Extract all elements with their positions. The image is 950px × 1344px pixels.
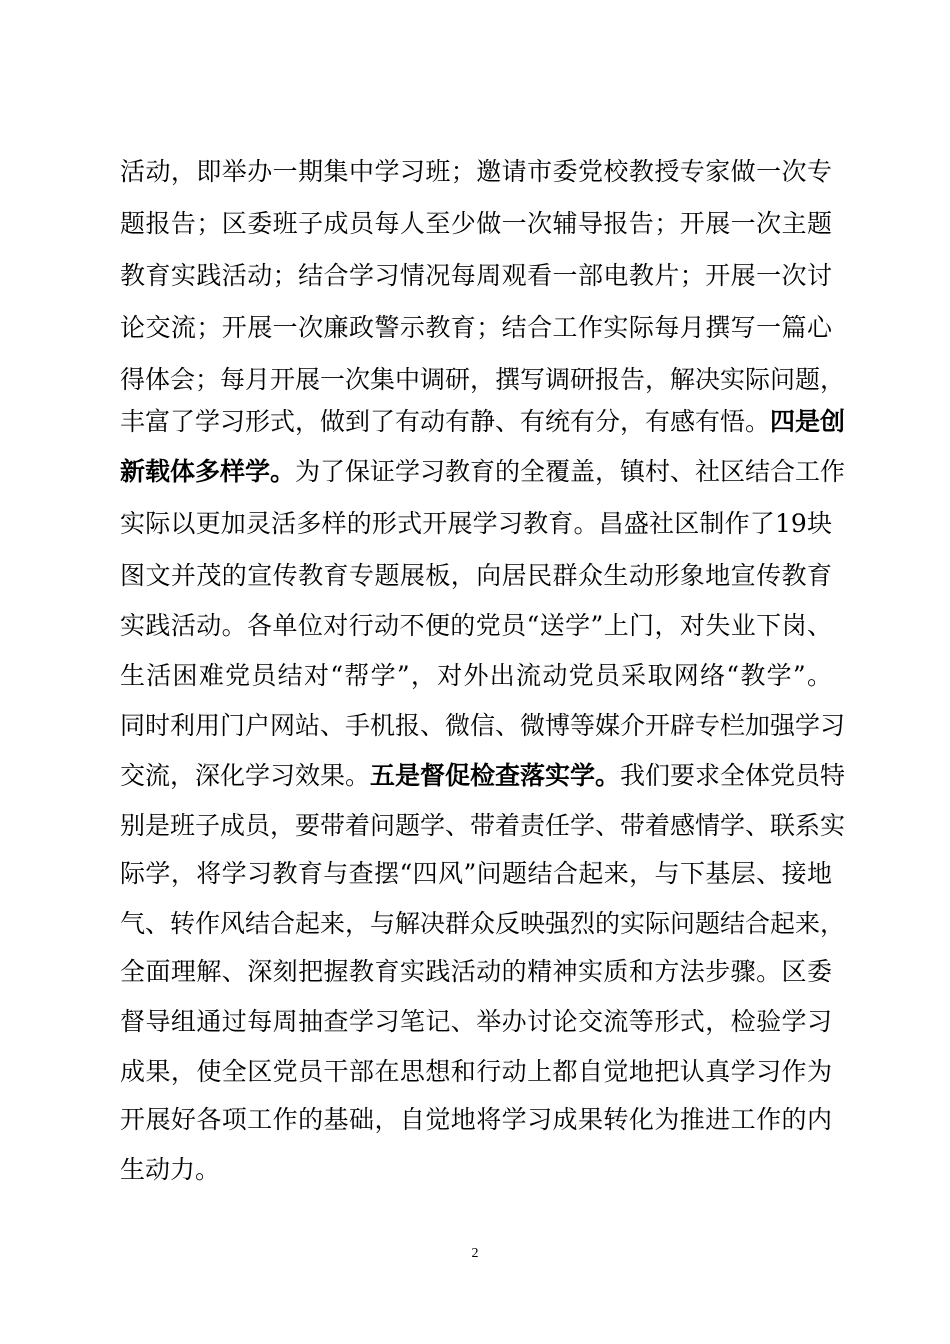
- text-run: 生活困难党员结对“帮学”，对外出流动党员采取网络“教学”。: [120, 661, 832, 690]
- text-run: 实际以更加灵活多样的形式开展学习教育。昌盛社区制作了19块: [120, 509, 832, 538]
- text-run: 丰富了学习形式，做到了有动有静、有统有分，有感有悟。: [120, 407, 771, 436]
- body-line: [120, 700, 846, 752]
- text-run: 教育实践活动；结合学习情况每周观看一部电教片；开展一次讨: [120, 261, 832, 290]
- text-run: 我们要求全体党员特: [620, 761, 846, 790]
- body-line: [120, 800, 846, 852]
- body-line: [120, 198, 832, 250]
- body-line: [120, 1094, 832, 1146]
- text-run: 全面理解、深刻把握教育实践活动的精神实质和方法步骤。区委: [120, 957, 832, 986]
- text-run: 图文并茂的宣传教育专题展板，向居民群众生动形象地宣传教育: [120, 561, 832, 590]
- body-line: [120, 600, 832, 652]
- text-run: 督导组通过每周抽查学习笔记、举办讨论交流等形式，检验学习: [120, 1007, 832, 1036]
- text-run: 题报告；区委班子成员每人至少做一次辅导报告；开展一次主题: [120, 209, 832, 238]
- text-run: 为了保证学习教育的全覆盖，镇村、社区结合工作: [295, 457, 846, 486]
- page-number: 2: [471, 1246, 479, 1261]
- text-run: 际学，将学习教育与查摆“四风”问题结合起来，与下基层、接地: [120, 859, 832, 888]
- bold-heading-run: 五是督促检查落实学。: [370, 761, 621, 790]
- body-line: [120, 396, 846, 448]
- body-line: [120, 146, 832, 198]
- body-line: [120, 302, 832, 354]
- body-line: [120, 848, 832, 900]
- text-run: 成果，使全区党员干部在思想和行动上都自觉地把认真学习作为: [120, 1057, 832, 1086]
- body-line: [120, 1144, 832, 1196]
- body-line: [120, 996, 832, 1048]
- text-run: 别是班子成员，要带着问题学、带着责任学、带着感情学、联系实: [120, 811, 846, 840]
- text-run: 活动，即举办一期集中学习班；邀请市委党校教授专家做一次专: [120, 157, 832, 186]
- text-run: 气、转作风结合起来，与解决群众反映强烈的实际问题结合起来，: [120, 909, 846, 938]
- text-run: 得体会；每月开展一次集中调研，撰写调研报告，解决实际问题，: [120, 365, 846, 394]
- bold-heading-run: 新载体多样学。: [120, 457, 296, 486]
- body-line: [120, 898, 846, 950]
- body-line: [120, 550, 832, 602]
- text-run: 交流，深化学习效果。: [120, 761, 371, 790]
- body-line: [120, 446, 846, 498]
- body-line: [120, 650, 832, 702]
- text-run: 生动力。: [120, 1155, 221, 1184]
- body-line: [120, 498, 832, 550]
- text-run: 实践活动。各单位对行动不便的党员“送学”上门，对失业下岗、: [120, 611, 832, 640]
- text-run: 论交流；开展一次廉政警示教育；结合工作实际每月撰写一篇心: [120, 313, 832, 342]
- bold-heading-run: 四是创: [770, 407, 846, 436]
- body-line: [120, 750, 846, 802]
- body-line: [120, 1046, 832, 1098]
- body-line: [120, 250, 832, 302]
- body-line: [120, 946, 832, 998]
- text-run: 同时利用门户网站、手机报、微信、微博等媒介开辟专栏加强学习: [120, 711, 846, 740]
- text-run: 开展好各项工作的基础，自觉地将学习成果转化为推进工作的内: [120, 1105, 832, 1134]
